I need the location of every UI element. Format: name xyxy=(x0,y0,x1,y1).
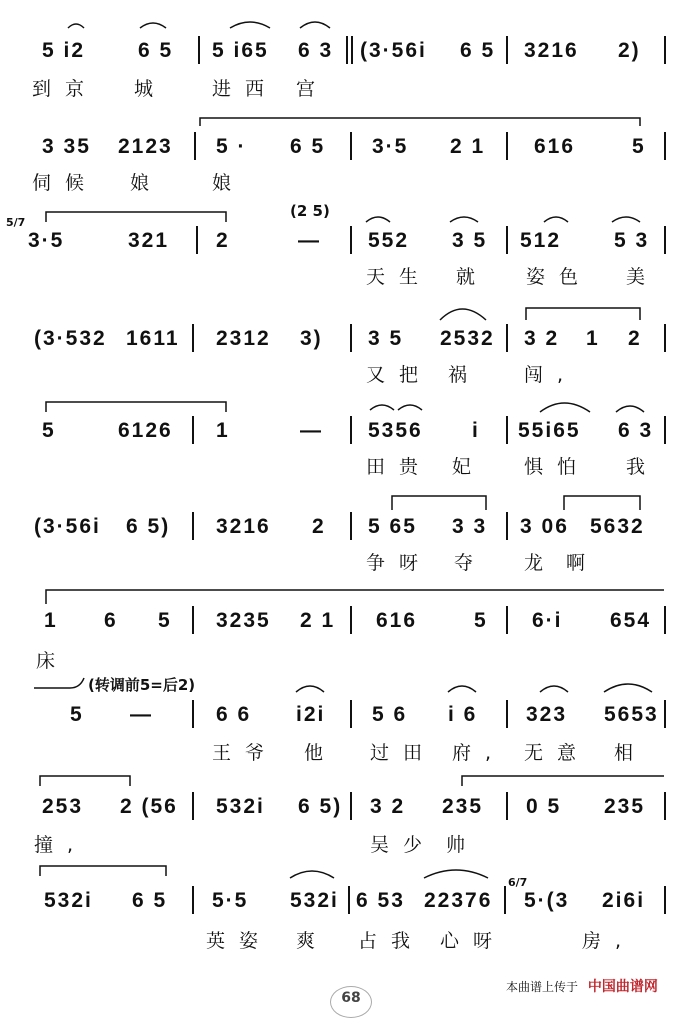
lyric: 啊 xyxy=(566,552,600,574)
note-group: 1 xyxy=(216,419,230,442)
lyric: 府, xyxy=(452,742,506,764)
note-group: 3 2 xyxy=(370,795,406,818)
note-group: 5 6 xyxy=(372,703,408,726)
lyric: 就 xyxy=(456,266,490,288)
note-group: 6 5 xyxy=(138,39,174,62)
note-group: 5632 xyxy=(590,515,645,538)
note-group: 5653 xyxy=(604,703,659,726)
note-group: 6·i xyxy=(532,609,563,632)
barline xyxy=(196,226,198,254)
note-group: 235 xyxy=(442,795,484,818)
barline xyxy=(664,36,666,64)
barline xyxy=(506,792,508,820)
barline xyxy=(192,324,194,352)
lyric: 帅 xyxy=(446,834,480,856)
lyric: 争呀 xyxy=(366,552,433,574)
barline xyxy=(350,792,352,820)
note-group: 552 xyxy=(368,229,410,252)
note-group: 3235 xyxy=(216,609,271,632)
lyric: 闯, xyxy=(524,364,578,386)
note-group: 2532 xyxy=(440,327,495,350)
note-group: 6 5) xyxy=(126,515,171,538)
note-group: 5·5 xyxy=(212,889,249,912)
note-group: 654 xyxy=(610,609,652,632)
note-group: 3·5 xyxy=(372,135,409,158)
page-number: 68 xyxy=(330,986,372,1018)
lyric: 又把 xyxy=(366,364,433,386)
note-group: 1 xyxy=(44,609,58,632)
barline xyxy=(664,324,666,352)
note-group: 5 3 xyxy=(614,229,650,252)
note-group: 532i xyxy=(44,889,93,912)
note-group: 5 i65 xyxy=(212,39,269,62)
barline xyxy=(664,886,666,914)
lyric: 撞, xyxy=(34,834,88,856)
barline xyxy=(506,36,508,64)
note-group: 235 xyxy=(604,795,646,818)
note-group: 2 (56 xyxy=(120,795,178,818)
note-group: 5356 xyxy=(368,419,423,442)
note-group: 5 xyxy=(42,419,56,442)
lyric: 伺候 xyxy=(32,172,99,194)
note-group: 3216 xyxy=(524,39,579,62)
lyric: 惧怕 xyxy=(524,456,591,478)
note-group: 3 35 xyxy=(42,135,91,158)
note-group: i2i xyxy=(296,703,326,726)
note-group: 2 xyxy=(216,229,230,252)
grace-note-prefix: 5/7 xyxy=(6,216,26,229)
lyric: 夺 xyxy=(454,552,488,574)
barline xyxy=(506,324,508,352)
staff-line-7 xyxy=(0,582,700,682)
footer-watermark xyxy=(506,976,658,996)
lyric: 相 xyxy=(614,742,648,764)
barline xyxy=(664,700,666,728)
bracket-annotation: (2 5) xyxy=(290,202,330,220)
barline xyxy=(506,226,508,254)
note-group: 6 5 xyxy=(460,39,496,62)
note-group: 6 5) xyxy=(298,795,343,818)
note-group: (3·56i xyxy=(360,39,427,62)
note-group: (3·532 xyxy=(34,327,107,350)
note-group: 3 5 xyxy=(452,229,488,252)
note-group: 2123 xyxy=(118,135,173,158)
note-group: (3·56i xyxy=(34,515,101,538)
lyric: 心呀 xyxy=(440,930,507,952)
note-group: 253 xyxy=(42,795,84,818)
barline xyxy=(350,512,352,540)
lyric: 妃 xyxy=(452,456,486,478)
note-group: 0 5 xyxy=(526,795,562,818)
lyric: 城 xyxy=(134,78,168,100)
note-group: 2) xyxy=(618,39,641,62)
barline xyxy=(192,512,194,540)
note-group: 6126 xyxy=(118,419,173,442)
lyric: 天生 xyxy=(366,266,433,288)
note-group: 2i6i xyxy=(602,889,646,912)
barline xyxy=(192,606,194,634)
note-group: — xyxy=(298,229,321,252)
barline xyxy=(194,132,196,160)
note-group: — xyxy=(130,703,153,726)
note-group: 3216 xyxy=(216,515,271,538)
note-group: 532i xyxy=(290,889,339,912)
note-group: 1611 xyxy=(126,327,180,350)
note-group: 6 5 xyxy=(132,889,168,912)
barline xyxy=(350,416,352,444)
barline xyxy=(506,606,508,634)
note-group: 6 3 xyxy=(618,419,654,442)
lyric: 祸 xyxy=(448,364,482,386)
slur-marks xyxy=(0,18,700,118)
barline xyxy=(192,886,194,914)
barline xyxy=(348,886,350,914)
lyric: 美 xyxy=(626,266,660,288)
note-group: 2 xyxy=(628,327,642,350)
note-group: 22376 xyxy=(424,889,493,912)
barline xyxy=(192,792,194,820)
barline xyxy=(504,886,506,914)
upload-label: 本曲谱上传于 xyxy=(506,980,579,994)
barline xyxy=(350,700,352,728)
note-group: 3 2 xyxy=(524,327,560,350)
lyric: 床 xyxy=(36,650,70,672)
lyric: 进西 xyxy=(212,78,279,100)
note-group: 5 xyxy=(632,135,646,158)
note-group: i xyxy=(472,419,480,442)
staff-line-2 xyxy=(0,114,700,214)
note-group: 5 xyxy=(474,609,488,632)
note-group: — xyxy=(300,419,323,442)
barline xyxy=(664,416,666,444)
barline xyxy=(506,416,508,444)
barline xyxy=(506,700,508,728)
barline xyxy=(346,36,348,64)
barline xyxy=(506,512,508,540)
barline xyxy=(350,324,352,352)
note-group: 616 xyxy=(376,609,418,632)
barline xyxy=(350,606,352,634)
lyric: 吴少 xyxy=(370,834,437,856)
lyric: 过田 xyxy=(370,742,437,764)
lyric: 娘 xyxy=(130,172,164,194)
staff-line-4 xyxy=(0,300,700,400)
note-group: 512 xyxy=(520,229,562,252)
lyric: 到京 xyxy=(32,78,99,100)
note-group: 5 xyxy=(158,609,172,632)
barline xyxy=(351,36,353,64)
barline xyxy=(192,416,194,444)
lyric: 龙 xyxy=(524,552,558,574)
site-logo-text[interactable]: 中国曲谱网 xyxy=(587,979,658,995)
barline xyxy=(350,132,352,160)
note-group: 6 xyxy=(104,609,118,632)
note-group: 323 xyxy=(526,703,568,726)
lyric: 姿色 xyxy=(526,266,593,288)
barline xyxy=(664,792,666,820)
barline xyxy=(198,36,200,64)
barline xyxy=(664,132,666,160)
staff-line-1 xyxy=(0,18,700,118)
lyric: 娘 xyxy=(212,172,246,194)
note-group: 5 i2 xyxy=(42,39,86,62)
note-group: 1 xyxy=(586,327,600,350)
barline xyxy=(192,700,194,728)
note-group: 3·5 xyxy=(28,229,65,252)
lyric: 房, xyxy=(582,930,636,952)
lyric: 无意 xyxy=(524,742,591,764)
lyric: 田贵 xyxy=(366,456,433,478)
note-group: 2 1 xyxy=(300,609,336,632)
note-group: 5·(3 xyxy=(524,889,570,912)
lyric: 爽 xyxy=(296,930,330,952)
slur-marks xyxy=(0,114,700,214)
grace-note-prefix: 6/7 xyxy=(508,876,528,889)
note-group: 2 1 xyxy=(450,135,486,158)
note-group: 5 65 xyxy=(368,515,417,538)
lyric: 宫 xyxy=(296,78,330,100)
note-group: 321 xyxy=(128,229,170,252)
note-group: 532i xyxy=(216,795,265,818)
note-group: 55i65 xyxy=(518,419,581,442)
staff-line-3 xyxy=(0,200,700,300)
note-group: 5 xyxy=(70,703,84,726)
staff-line-5 xyxy=(0,392,700,492)
note-group: 2 xyxy=(312,515,326,538)
note-group: 616 xyxy=(534,135,576,158)
staff-line-8 xyxy=(0,672,700,772)
barline xyxy=(506,132,508,160)
lyric: 占我 xyxy=(358,930,425,952)
barline xyxy=(350,226,352,254)
note-group: 3) xyxy=(300,327,323,350)
staff-line-6 xyxy=(0,482,700,582)
lyric: 他 xyxy=(304,742,338,764)
lyric: 王爷 xyxy=(212,742,279,764)
key-change-annotation: (转调前5=后2) xyxy=(88,676,196,694)
note-group: 3 3 xyxy=(452,515,488,538)
staff-line-10 xyxy=(0,856,700,956)
note-group: 6 53 xyxy=(356,889,405,912)
note-group: 5 · xyxy=(216,135,247,158)
note-group: 6 3 xyxy=(298,39,334,62)
lyric: 英姿 xyxy=(206,930,273,952)
note-group: 3 06 xyxy=(520,515,569,538)
note-group: 6 6 xyxy=(216,703,252,726)
barline xyxy=(664,226,666,254)
note-group: 6 5 xyxy=(290,135,326,158)
barline xyxy=(664,606,666,634)
note-group: 3 5 xyxy=(368,327,404,350)
note-group: 2312 xyxy=(216,327,271,350)
lyric: 我 xyxy=(626,456,660,478)
staff-line-9 xyxy=(0,766,700,866)
note-group: i 6 xyxy=(448,703,478,726)
